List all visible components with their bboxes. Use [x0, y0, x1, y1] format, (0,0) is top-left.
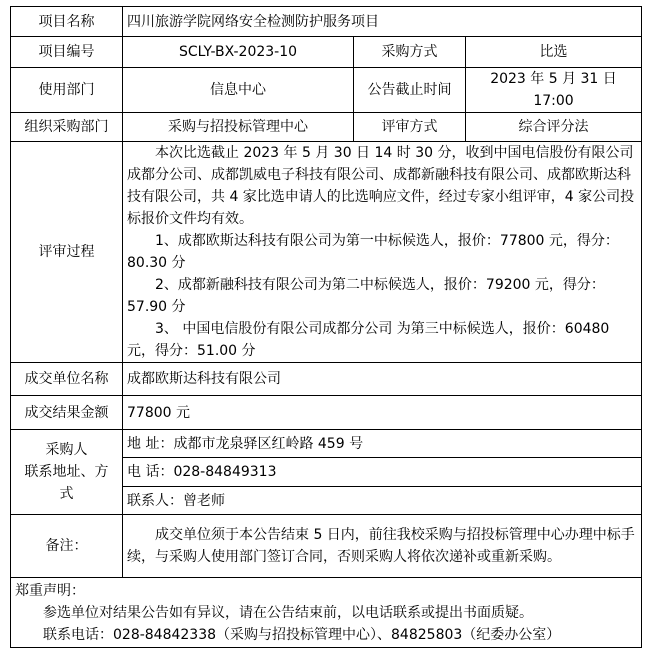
- department-label: 使用部门: [11, 68, 123, 113]
- review-process-content: [123, 142, 642, 363]
- contact-label-line-2: 联系地址、方: [24, 464, 109, 480]
- organizer-value: 采购与招投标管理中心: [123, 113, 354, 142]
- contact-address: 地 址：成都市龙泉驿区红岭路 459 号: [123, 430, 642, 458]
- amount-value: 77800 元: [123, 396, 642, 430]
- project-no-value: SCLY-BX-2023-10: [123, 37, 354, 68]
- review-intro: 本次比选截止 2023 年 5 月 30 日 14 时 30 分，收到中国电信股份有限公司成都分公司、成都凯威电子科技有限公司、成都新融科技有限公司、成都欧斯达科技有限公司，共 4 家比选申请人的比选响应文件，经过专家小组评审，4 家公司投标报价文件均有效。: [127, 145, 635, 227]
- declaration-title: 郑重声明：: [15, 582, 85, 599]
- amount-label: 成交结果金额: [11, 396, 123, 430]
- review-method-value: 综合评分法: [466, 113, 642, 142]
- remark-label: 备注：: [11, 515, 123, 578]
- winner-value: 成都欧斯达科技有限公司: [123, 363, 642, 396]
- winner-label: 成交单位名称: [11, 363, 123, 396]
- review-item-2: 2、成都新融科技有限公司为第二中标候选人，报价：79200 元，得分：57.90 分: [127, 277, 605, 315]
- row-project-name: [11, 7, 642, 37]
- row-amount: [11, 396, 642, 430]
- contact-label-line-3: 式: [59, 486, 74, 502]
- review-item-1: 1、成都欧斯达科技有限公司为第一中标候选人，报价：77800 元，得分：80.30 分: [127, 233, 619, 271]
- review-process-label: 评审过程: [11, 142, 123, 363]
- row-review-process: [11, 142, 642, 363]
- remark-text: 成交单位须于本公告结束 5 日内，前往我校采购与招投标管理中心办理中标手续，与采购人使用部门签订合同，否则采购人将依次递补或重新采购。: [127, 527, 635, 565]
- contact-label: [11, 430, 123, 515]
- declaration-line-1: 参选单位对结果公告如有异议，请在公告结束前，以电话联系或提出书面质疑。: [43, 604, 533, 621]
- procurement-method-value: 比选: [466, 37, 642, 68]
- department-value: 信息中心: [123, 68, 354, 113]
- project-name-label: 项目名称: [11, 7, 123, 37]
- row-declaration: [11, 578, 642, 648]
- review-method-label: 评审方式: [354, 113, 466, 142]
- organizer-label: 组织采购部门: [11, 113, 123, 142]
- contact-person: 联系人：曾老师: [123, 487, 642, 515]
- project-name-value: 四川旅游学院网络安全检测防护服务项目: [123, 7, 642, 37]
- contact-label-line-1: 采购人: [45, 442, 88, 458]
- row-contact-address: [11, 430, 642, 458]
- result-notice-table: [10, 6, 642, 648]
- project-no-label: 项目编号: [11, 37, 123, 68]
- remark-value: [123, 515, 642, 578]
- procurement-method-label: 采购方式: [354, 37, 466, 68]
- deadline-label: 公告截止时间: [354, 68, 466, 113]
- contact-phone: 电 话：028-84849313: [123, 458, 642, 487]
- row-organizer: [11, 113, 642, 142]
- review-item-3: 3、 中国电信股份有限公司成都分公司 为第三中标候选人，报价：60480 元，得分：51.00 分: [127, 321, 610, 359]
- row-project-no: [11, 37, 642, 68]
- deadline-value: 2023 年 5 月 31 日 17:00: [466, 68, 642, 113]
- row-winner: [11, 363, 642, 396]
- declaration-block: [11, 578, 642, 648]
- row-remark: [11, 515, 642, 578]
- row-department: [11, 68, 642, 113]
- declaration-line-2: 联系电话：028-84842338（采购与招投标管理中心）、84825803（纪委办公室）: [43, 626, 561, 643]
